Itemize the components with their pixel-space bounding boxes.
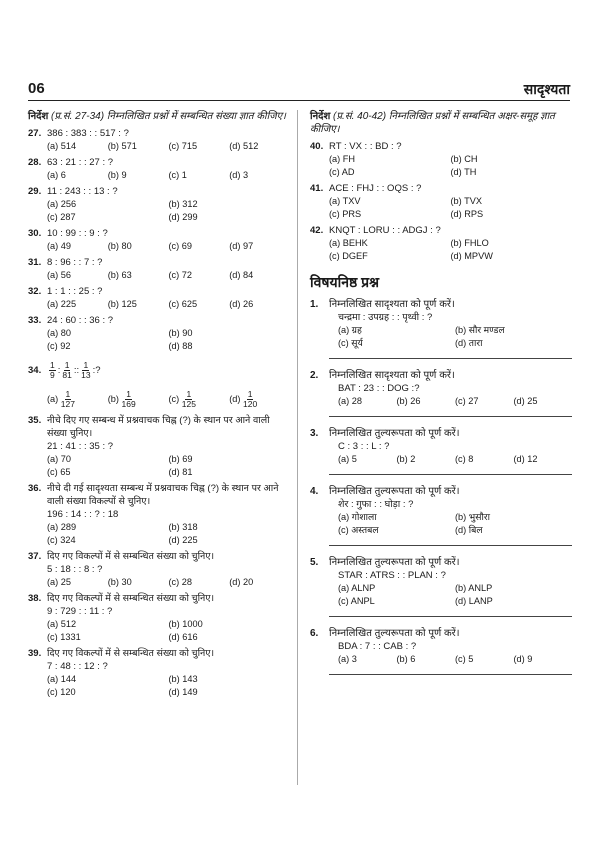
numerator: 1 <box>83 359 89 370</box>
question-stem: 11 : 243 : : 13 : ? <box>47 186 118 197</box>
answer-line <box>329 416 572 417</box>
option: (c) AD <box>329 167 355 177</box>
question-list-2 <box>28 414 290 699</box>
option: (d) MPVW <box>450 251 493 261</box>
denominator: 169 <box>121 398 136 409</box>
options <box>28 618 290 644</box>
question <box>28 592 290 644</box>
option <box>47 390 108 409</box>
fraction <box>243 390 257 409</box>
question-line <box>28 156 290 169</box>
options <box>28 140 290 153</box>
question-text: निम्नलिखित सादृश्यता को पूर्ण करें। <box>329 299 455 310</box>
question <box>310 369 572 408</box>
answer-line <box>329 545 572 546</box>
option: (c) ANPL <box>338 596 375 606</box>
answer-line <box>329 674 572 675</box>
separator: : <box>57 364 61 376</box>
question-stem: शेर : गुफा : : घोड़ा : ? <box>338 499 414 510</box>
question-text: नीचे दिए गए सम्बन्ध में प्रश्नवाचक चिह्न (?) के स्थान पर आने वाली संख्या चुनिए। <box>47 415 270 439</box>
option: (a) 514 <box>47 141 77 151</box>
question-stem: 9 : 729 : : 11 : ? <box>47 606 113 617</box>
option: (d) 20 <box>229 577 254 587</box>
question-stem: 21 : 41 : : 35 : ? <box>47 441 114 452</box>
option: (a) 6 <box>47 170 66 180</box>
question <box>28 550 290 589</box>
question-number: 1. <box>310 299 319 310</box>
option: (b) 9 <box>107 170 127 180</box>
question-line <box>28 414 290 440</box>
question-text: निम्नलिखित तुल्यरूपता को पूर्ण करें। <box>329 428 460 439</box>
option: (a) 80 <box>47 328 72 338</box>
denominator: 125 <box>181 398 196 409</box>
options <box>310 237 572 263</box>
option: (b) सौर मण्डल <box>455 325 505 335</box>
option: (c) 1 <box>168 170 187 180</box>
separator: :: <box>73 364 80 376</box>
question-number: 4. <box>310 486 319 497</box>
option: (c) 72 <box>168 270 192 280</box>
question-number: 32. <box>28 286 42 297</box>
options <box>310 324 572 350</box>
option: (d) 149 <box>168 687 198 697</box>
options <box>28 240 290 253</box>
options <box>310 453 572 466</box>
question-text: निम्नलिखित तुल्यरूपता को पूर्ण करें। <box>329 628 460 639</box>
option: (d) 81 <box>168 467 193 477</box>
options <box>28 327 290 353</box>
question-number: 5. <box>310 557 319 568</box>
question-text: निम्नलिखित तुल्यरूपता को पूर्ण करें। <box>329 557 460 568</box>
option: (b) 318 <box>168 522 198 532</box>
option: (c) 287 <box>47 212 76 222</box>
page-number: 06 <box>28 80 45 97</box>
question-text: दिए गए विकल्पों में से सम्बन्धित संख्या को चुनिए। <box>47 648 215 659</box>
question-line <box>28 256 290 269</box>
options <box>28 269 290 282</box>
question-line <box>310 140 572 153</box>
question-stem: 5 : 18 : : 8 : ? <box>47 564 103 575</box>
question-stem: 10 : 99 : : 9 : ? <box>47 228 108 239</box>
option: (b) 80 <box>107 241 132 251</box>
numerator: 1 <box>65 388 71 399</box>
option: (d) 512 <box>229 141 259 151</box>
option-label: (a) <box>47 393 61 404</box>
option: (a) 70 <box>47 454 72 464</box>
option: (b) 26 <box>396 396 421 406</box>
option: (d) RPS <box>450 209 484 219</box>
fraction <box>122 390 136 409</box>
question <box>28 647 290 699</box>
instruction-right <box>310 110 572 136</box>
option <box>169 390 230 409</box>
option: (d) 88 <box>168 341 193 351</box>
question <box>310 427 572 466</box>
option: (a) 289 <box>47 522 77 532</box>
right-column <box>310 110 572 685</box>
option: (a) BEHK <box>329 238 368 248</box>
question-line <box>28 314 290 327</box>
options <box>310 511 572 537</box>
left-column <box>28 110 290 702</box>
question <box>28 227 290 253</box>
option: (a) 5 <box>338 454 357 464</box>
question-stem: ACE : FHJ : : OQS : ? <box>329 183 422 194</box>
option: (b) TVX <box>450 196 482 206</box>
option: (b) 30 <box>107 577 132 587</box>
denominator: 120 <box>243 398 258 409</box>
option: (c) 92 <box>47 341 71 351</box>
option: (a) 225 <box>47 299 77 309</box>
question-list-right <box>310 140 572 263</box>
fraction <box>49 361 56 380</box>
option: (c) 1331 <box>47 632 81 642</box>
question-line <box>310 556 572 569</box>
option: (b) FHLO <box>450 238 489 248</box>
option: (a) 144 <box>47 674 77 684</box>
answer-line <box>329 616 572 617</box>
options <box>310 395 572 408</box>
denominator: 13 <box>81 369 91 380</box>
question <box>310 224 572 263</box>
question-number: 3. <box>310 428 319 439</box>
option: (c) 324 <box>47 535 76 545</box>
options <box>28 298 290 311</box>
question <box>310 140 572 179</box>
question <box>28 256 290 282</box>
question-text: दिए गए विकल्पों में से सम्बन्धित संख्या को चुनिए। <box>47 551 215 562</box>
numerator: 1 <box>126 388 131 399</box>
numerator: 1 <box>247 388 253 399</box>
question-stem: चन्द्रमा : उपग्रह : : पृथ्वी : ? <box>338 312 433 323</box>
question-number: 28. <box>28 157 42 168</box>
question-stem: 8 : 96 : : 7 : ? <box>47 257 103 268</box>
option: (d) 84 <box>229 270 254 280</box>
separator: :? <box>92 364 101 376</box>
question <box>310 298 572 350</box>
question-stem: STAR : ATRS : : PLAN : ? <box>338 570 446 581</box>
options <box>310 653 572 666</box>
option: (a) 256 <box>47 199 77 209</box>
option: (a) FH <box>329 154 356 164</box>
question-line <box>310 369 572 382</box>
option: (d) बिल <box>455 525 483 535</box>
question-number: 27. <box>28 128 42 139</box>
question-stem: 196 : 14 : : ? : 18 <box>47 509 119 520</box>
running-title: सादृश्यता <box>523 81 570 97</box>
question-line <box>28 647 290 660</box>
fraction <box>61 390 75 409</box>
column-divider <box>297 110 298 785</box>
answer-line <box>329 358 572 359</box>
question <box>310 556 572 608</box>
question-34 <box>28 356 290 414</box>
numerator: 1 <box>64 359 70 370</box>
question-text: नीचे दी गई सादृश्यता सम्बन्ध में प्रश्नवाचक चिह्न (?) के स्थान पर आने वाली संख्या विकल्पों से चुनिए। <box>47 483 279 507</box>
option: (c) PRS <box>329 209 362 219</box>
option: (c) 625 <box>168 299 198 309</box>
option: (c) अस्तबल <box>338 525 379 535</box>
option: (b) 63 <box>107 270 132 280</box>
option: (b) 143 <box>168 674 198 684</box>
question-number: 40. <box>310 141 324 152</box>
option: (a) 28 <box>338 396 363 406</box>
option: (c) 27 <box>455 396 479 406</box>
question-number: 39. <box>28 648 42 659</box>
option: (c) 28 <box>168 577 192 587</box>
question-text: दिए गए विकल्पों में से सम्बन्धित संख्या को चुनिए। <box>47 593 215 604</box>
question-line <box>28 356 290 384</box>
denominator: 127 <box>60 398 75 409</box>
question-line <box>310 182 572 195</box>
numerator: 1 <box>50 359 55 370</box>
option: (c) 5 <box>455 654 474 664</box>
question-number: 35. <box>28 415 42 426</box>
question-number: 36. <box>28 483 42 494</box>
question-line <box>310 627 572 640</box>
option: (d) 26 <box>229 299 254 309</box>
instruction <box>28 110 290 123</box>
question-number: 29. <box>28 186 42 197</box>
instruction-range: (प्र.सं. 27-34) <box>51 111 105 122</box>
option: (a) 512 <box>47 619 77 629</box>
options <box>310 195 572 221</box>
question-line <box>310 427 572 440</box>
option: (c) 8 <box>455 454 474 464</box>
option: (a) 25 <box>47 577 72 587</box>
option: (a) 3 <box>338 654 357 664</box>
question-line <box>28 127 290 140</box>
option: (a) TXV <box>329 196 361 206</box>
option: (a) ग्रह <box>338 325 362 335</box>
instruction-text: निम्नलिखित प्रश्नों में सम्बन्धित अक्षर-समूह ज्ञात कीजिए। <box>310 111 555 135</box>
question <box>28 285 290 311</box>
option: (b) 69 <box>168 454 193 464</box>
fraction <box>62 361 71 380</box>
question <box>28 414 290 479</box>
option: (c) 69 <box>168 241 192 251</box>
option: (c) 65 <box>47 467 71 477</box>
option: (a) 56 <box>47 270 72 280</box>
question-number: 30. <box>28 228 42 239</box>
question-number: 6. <box>310 628 319 639</box>
question-number: 2. <box>310 370 319 381</box>
instruction-label: निर्देश <box>310 111 331 122</box>
option: (d) TH <box>450 167 477 177</box>
question-stem: RT : VX : : BD : ? <box>329 141 402 152</box>
question-stem: 1 : 1 : : 25 : ? <box>47 286 103 297</box>
option: (b) 571 <box>107 141 137 151</box>
option-label: (b) <box>107 393 122 404</box>
option: (b) 2 <box>396 454 416 464</box>
option: (d) तारा <box>455 338 483 348</box>
fraction <box>81 361 90 380</box>
options <box>28 169 290 182</box>
option: (b) 1000 <box>168 619 203 629</box>
option <box>108 390 169 409</box>
option: (a) गोशाला <box>338 512 377 522</box>
question <box>310 182 572 221</box>
option: (d) 9 <box>513 654 533 664</box>
option-label: (c) <box>168 393 182 404</box>
question-number: 33. <box>28 315 42 326</box>
question <box>28 127 290 153</box>
option: (b) 6 <box>396 654 416 664</box>
question-stem: 24 : 60 : : 36 : ? <box>47 315 114 326</box>
question-number: 37. <box>28 551 42 562</box>
header-rule <box>28 100 570 101</box>
option: (d) 12 <box>513 454 538 464</box>
instruction-range: (प्र.सं. 40-42) <box>333 111 387 122</box>
question-text: निम्नलिखित तुल्यरूपता को पूर्ण करें। <box>329 486 460 497</box>
question-stem: 7 : 48 : : 12 : ? <box>47 661 108 672</box>
question-number: 31. <box>28 257 42 268</box>
option: (c) 715 <box>168 141 198 151</box>
question-stem: 386 : 383 : : 517 : ? <box>47 128 129 139</box>
numerator: 1 <box>186 388 192 399</box>
question <box>28 185 290 224</box>
option: (d) 299 <box>168 212 198 222</box>
question-line <box>28 285 290 298</box>
subjective-list <box>310 298 572 675</box>
question-number: 42. <box>310 225 324 236</box>
options <box>28 198 290 224</box>
question-line <box>310 224 572 237</box>
question <box>310 485 572 537</box>
options <box>310 582 572 608</box>
options <box>28 453 290 479</box>
instruction-text: निम्नलिखित प्रश्नों में सम्बन्धित संख्या ज्ञात कीजिए। <box>106 111 286 122</box>
question-line <box>28 227 290 240</box>
denominator: 9 <box>50 369 55 380</box>
instruction-label: निर्देश <box>28 111 49 122</box>
question-line <box>310 485 572 498</box>
option: (d) 97 <box>229 241 254 251</box>
option: (c) सूर्य <box>338 338 363 348</box>
question-number: 38. <box>28 593 42 604</box>
question-line <box>28 482 290 508</box>
option: (d) 225 <box>168 535 198 545</box>
option: (b) 312 <box>168 199 198 209</box>
option: (b) 125 <box>107 299 137 309</box>
option: (b) भुसौरा <box>455 512 490 522</box>
option: (a) 49 <box>47 241 72 251</box>
question-line <box>28 592 290 605</box>
options <box>310 153 572 179</box>
option: (d) LANP <box>455 596 493 606</box>
option: (b) CH <box>450 154 478 164</box>
options <box>28 576 290 589</box>
question <box>28 156 290 182</box>
option: (d) 3 <box>229 170 249 180</box>
option-label: (d) <box>229 393 244 404</box>
question-stem: KNQT : LORU : : ADGJ : ? <box>329 225 441 236</box>
section-title: विषयनिष्ठ प्रश्न <box>310 274 380 290</box>
denominator: 81 <box>62 369 72 380</box>
option: (a) ALNP <box>338 583 376 593</box>
question-line <box>28 185 290 198</box>
option: (c) 120 <box>47 687 76 697</box>
question-list <box>28 127 290 353</box>
question <box>28 314 290 353</box>
option: (d) 616 <box>168 632 198 642</box>
question-line <box>310 298 572 311</box>
option <box>229 390 290 409</box>
question-line <box>28 550 290 563</box>
option: (d) 25 <box>513 396 538 406</box>
question <box>28 482 290 547</box>
question-text: निम्नलिखित सादृश्यता को पूर्ण करें। <box>329 370 455 381</box>
option: (b) 90 <box>168 328 193 338</box>
question <box>310 627 572 666</box>
options <box>28 384 290 414</box>
options <box>28 521 290 547</box>
fraction <box>182 390 196 409</box>
option: (b) ANLP <box>455 583 493 593</box>
question-stem: BDA : 7 : : CAB : ? <box>338 641 417 652</box>
question-stem: BAT : 23 : : DOG :? <box>338 383 420 394</box>
answer-line <box>329 474 572 475</box>
question-stem: C : 3 : : L : ? <box>338 441 390 452</box>
option: (c) DGEF <box>329 251 368 261</box>
options <box>28 673 290 699</box>
question-number: 34. <box>28 364 42 376</box>
question-stem: 63 : 21 : : 27 : ? <box>47 157 114 168</box>
question-number: 41. <box>310 183 324 194</box>
